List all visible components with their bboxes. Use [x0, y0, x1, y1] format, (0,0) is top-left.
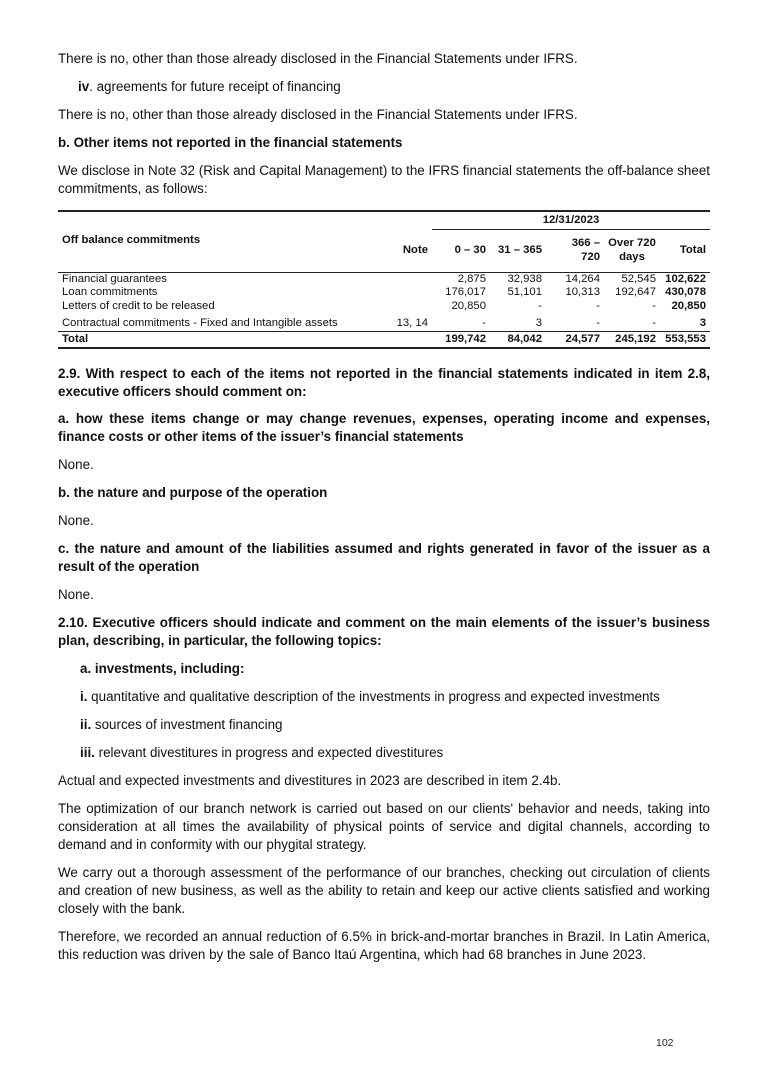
none-3: None. [58, 586, 94, 602]
paragraph-branch-assessment: We carry out a thorough assessment of the performance of our branches, checking out circulation of clients and creation of new business, as well as the ability to retain and keep our active clients satisfied and working closely with the bank. [58, 864, 710, 916]
row-value: 51,101 [507, 286, 542, 299]
none-1: None. [58, 456, 94, 472]
document-page [58, 50, 710, 964]
table-row [58, 286, 710, 300]
sub-item-iii-number: iii. [80, 744, 95, 760]
paragraph-no-other-2: There is no, other than those already disclosed in the Financial Statements under IFRS. [58, 107, 578, 122]
row-label: Contractual commitments - Fixed and Intangible assets [62, 317, 338, 330]
row-value: 10,313 [565, 286, 600, 299]
sub-item-ii-number: ii. [80, 716, 92, 732]
table-row [58, 313, 710, 331]
sub-item-i-text: quantitative and qualitative description of the investments in progress and expected investments [87, 688, 660, 704]
item-iv-text: . agreements for future receipt of financing [89, 79, 341, 94]
row-total: 430,078 [665, 286, 706, 299]
none-2: None. [58, 512, 94, 528]
row-value: 2,875 [457, 272, 486, 285]
paragraph-branch-optimization: The optimization of our branch network is carried out based on our clients' behavior and needs, taking into consideration at all times the availability of physical points of service and digital channels, according to demand and in conformity with our phygital strategy. [58, 800, 710, 852]
row-total: 20,850 [671, 299, 706, 312]
row-value: 20,850 [451, 299, 486, 312]
table-total-row [58, 331, 710, 348]
heading-2-9: 2.9. With respect to each of the items not reported in the financial statements indicated in item 2.8, executive officers should comment on: [58, 365, 710, 399]
table-period: 12/31/2023 [432, 212, 710, 230]
row-value: 32,938 [507, 272, 542, 285]
paragraph-investments: Actual and expected investments and divestitures in 2023 are described in item 2.4b. [58, 772, 562, 788]
row-value: 176,017 [445, 286, 486, 299]
row-value: 3 [535, 317, 542, 330]
row-value: 192,647 [615, 286, 656, 299]
heading-2-9-b: b. the nature and purpose of the operation [58, 484, 328, 500]
paragraph-no-other-1: There is no, other than those already disclosed in the Financial Statements under IFRS. [58, 51, 578, 66]
table-col-label: Off balance commitments [62, 233, 201, 246]
table-col-366-720: 366 – 720 [571, 237, 600, 263]
row-note [376, 273, 432, 287]
row-value: - [482, 317, 486, 330]
row-label: Financial guarantees [62, 272, 167, 285]
row-value: - [596, 317, 600, 330]
total-value: 199,742 [432, 331, 490, 348]
heading-2-9-a: a. how these items change or may change revenues, expenses, operating income and expenses, finance costs or other items of the issuer’s financial statements [58, 410, 710, 444]
sub-item-iii [58, 744, 710, 762]
row-note [376, 300, 432, 314]
sub-item-ii [58, 716, 710, 734]
item-iv [58, 78, 710, 96]
total-value: 245,192 [604, 331, 660, 348]
row-value: 14,264 [565, 272, 600, 285]
total-label: Total [58, 331, 376, 348]
table-row [58, 273, 710, 287]
table-col-over-720: Over 720 days [608, 237, 656, 263]
row-note [376, 286, 432, 300]
row-note: 13, 14 [396, 317, 428, 330]
sub-item-i [58, 688, 710, 706]
table-col-note: Note [402, 243, 428, 256]
page-number: 102 [656, 1037, 674, 1049]
heading-2-10: 2.10. Executive officers should indicate and comment on the main elements of the issuer’s business plan, describing, in particular, the following topics: [58, 614, 710, 648]
total-value: 24,577 [546, 331, 604, 348]
heading-other-items: b. Other items not reported in the financial statements [58, 135, 403, 150]
heading-2-9-c: c. the nature and amount of the liabilities assumed and rights generated in favor of the issuer as a result of the operation [58, 540, 710, 574]
row-value: - [538, 299, 542, 312]
row-value: 52,545 [621, 272, 656, 285]
heading-2-10-a: a. investments, including: [80, 660, 245, 676]
total-value: 553,553 [660, 331, 710, 348]
sub-item-ii-text: sources of investment financing [91, 716, 283, 732]
row-label: Letters of credit to be released [62, 299, 215, 312]
sub-item-i-number: i. [80, 688, 88, 704]
sub-item-iii-text: relevant divestitures in progress and expected divestitures [94, 744, 444, 760]
total-value: 84,042 [490, 331, 546, 348]
table-row [58, 300, 710, 314]
table-col-0-30: 0 – 30 [454, 243, 486, 256]
table-col-total: Total [679, 243, 706, 256]
row-label: Loan commitments [62, 286, 158, 299]
paragraph-note-32: We disclose in Note 32 (Risk and Capital Management) to the IFRS financial statements the off-balance sheet commitments, as follows: [58, 163, 710, 196]
row-value: - [596, 299, 600, 312]
paragraph-branch-reduction: Therefore, we recorded an annual reduction of 6.5% in brick-and-mortar branches in Brazil. In Latin America, this reduction was driven by the sale of Banco Itaú Argentina, which had 68 branches in June 2023. [58, 928, 710, 962]
row-value: - [652, 317, 656, 330]
off-balance-table [58, 210, 710, 349]
item-iv-number: iv [78, 79, 90, 94]
table-col-31-365: 31 – 365 [498, 243, 542, 256]
row-total: 102,622 [665, 272, 706, 285]
row-total: 3 [699, 317, 706, 330]
row-value: - [652, 299, 656, 312]
